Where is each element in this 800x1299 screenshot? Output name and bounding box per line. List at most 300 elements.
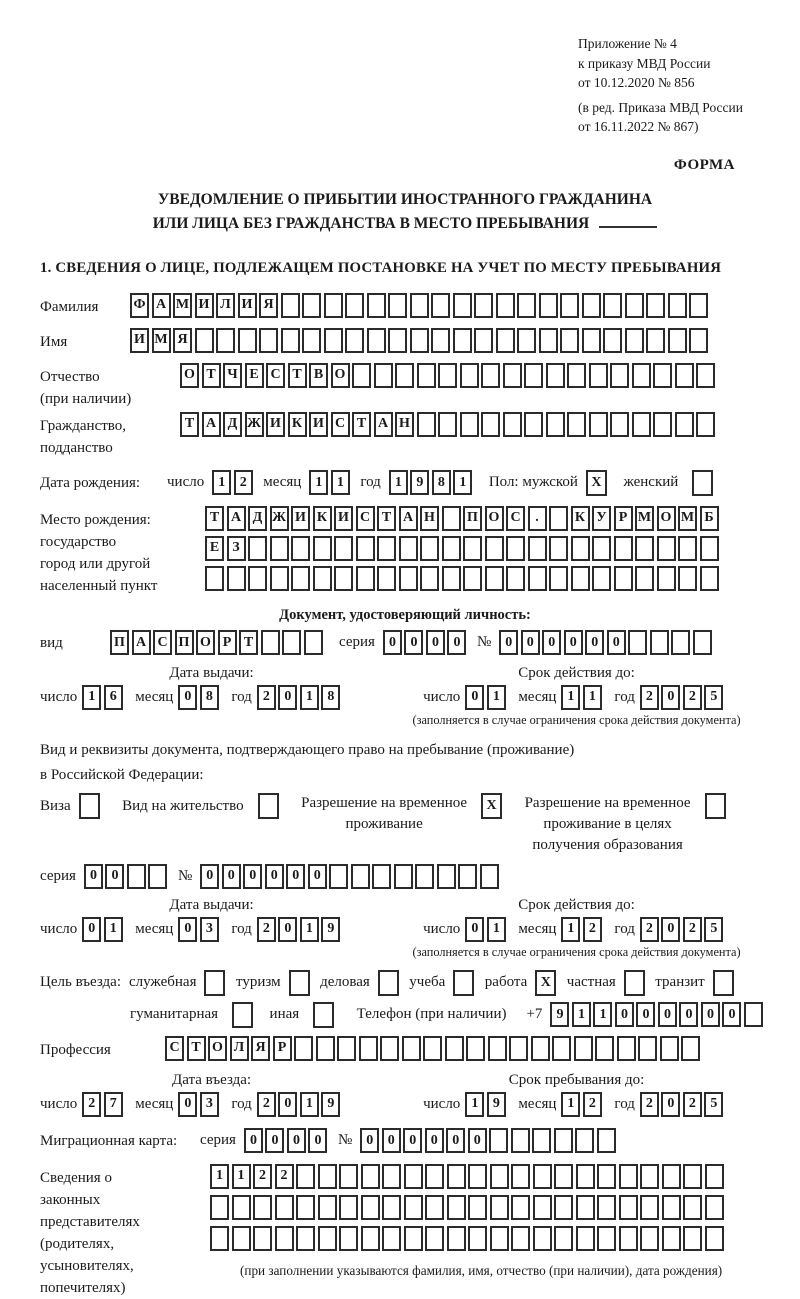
migration-number-boxes[interactable] <box>360 1128 618 1153</box>
char-box[interactable] <box>511 1164 530 1189</box>
char-box[interactable] <box>232 1195 251 1220</box>
char-box[interactable]: К <box>571 506 590 531</box>
char-box[interactable]: И <box>130 328 149 353</box>
char-box[interactable] <box>334 566 353 591</box>
char-box[interactable]: Р <box>273 1036 292 1061</box>
doc-number-boxes[interactable] <box>499 630 714 655</box>
char-box[interactable]: 9 <box>410 470 429 495</box>
char-box[interactable] <box>625 328 644 353</box>
char-box[interactable] <box>640 1195 659 1220</box>
surname-boxes[interactable] <box>130 293 711 318</box>
char-box[interactable]: М <box>678 506 697 531</box>
char-box[interactable] <box>351 864 370 889</box>
char-box[interactable] <box>511 1226 530 1251</box>
char-box[interactable] <box>458 864 477 889</box>
char-box[interactable]: С <box>266 363 285 388</box>
char-box[interactable]: О <box>485 506 504 531</box>
char-box[interactable] <box>453 970 474 996</box>
char-box[interactable] <box>431 328 450 353</box>
char-box[interactable]: 1 <box>389 470 408 495</box>
char-box[interactable]: А <box>202 412 221 437</box>
char-box[interactable]: 2 <box>683 917 702 942</box>
char-box[interactable] <box>447 1195 466 1220</box>
char-box[interactable]: 1 <box>583 685 602 710</box>
char-box[interactable] <box>238 328 257 353</box>
char-box[interactable]: 2 <box>583 1092 602 1117</box>
char-box[interactable] <box>576 1164 595 1189</box>
char-box[interactable] <box>681 1036 700 1061</box>
char-box[interactable] <box>496 293 515 318</box>
char-box[interactable]: У <box>592 506 611 531</box>
char-box[interactable] <box>275 1226 294 1251</box>
char-box[interactable]: 0 <box>521 630 540 655</box>
char-box[interactable]: П <box>175 630 194 655</box>
patronymic-boxes[interactable] <box>180 363 718 388</box>
char-box[interactable] <box>696 363 715 388</box>
citizenship-boxes[interactable] <box>180 412 718 437</box>
char-box[interactable] <box>216 328 235 353</box>
visa-checkbox[interactable] <box>79 793 103 819</box>
doc-series-boxes[interactable] <box>383 630 469 655</box>
char-box[interactable] <box>610 412 629 437</box>
char-box[interactable] <box>404 1226 423 1251</box>
char-box[interactable]: 0 <box>178 685 197 710</box>
char-box[interactable] <box>683 1195 702 1220</box>
char-box[interactable] <box>316 1036 335 1061</box>
char-box[interactable]: 0 <box>178 1092 197 1117</box>
char-box[interactable]: 0 <box>446 1128 465 1153</box>
char-box[interactable] <box>337 1036 356 1061</box>
char-box[interactable]: М <box>152 328 171 353</box>
char-box[interactable]: 8 <box>321 685 340 710</box>
char-box[interactable] <box>524 363 543 388</box>
char-box[interactable] <box>640 1164 659 1189</box>
birthplace-row1[interactable] <box>205 506 721 531</box>
char-box[interactable] <box>511 1128 530 1153</box>
char-box[interactable] <box>683 1226 702 1251</box>
char-box[interactable] <box>610 363 629 388</box>
representatives-row2[interactable] <box>210 1195 726 1220</box>
char-box[interactable]: 0 <box>265 1128 284 1153</box>
char-box[interactable] <box>356 536 375 561</box>
purpose-humanitarian-checkbox[interactable] <box>232 1002 256 1028</box>
char-box[interactable]: 0 <box>661 685 680 710</box>
char-box[interactable]: 8 <box>432 470 451 495</box>
char-box[interactable]: 5 <box>704 917 723 942</box>
char-box[interactable] <box>533 1226 552 1251</box>
char-box[interactable] <box>646 293 665 318</box>
char-box[interactable] <box>148 864 167 889</box>
char-box[interactable]: П <box>110 630 129 655</box>
char-box[interactable]: 3 <box>200 1092 219 1117</box>
char-box[interactable]: 2 <box>257 685 276 710</box>
char-box[interactable] <box>372 864 391 889</box>
char-box[interactable] <box>617 1036 636 1061</box>
char-box[interactable] <box>539 328 558 353</box>
purpose-transit-checkbox[interactable] <box>713 970 737 996</box>
char-box[interactable] <box>377 536 396 561</box>
residence-permit-checkbox[interactable] <box>258 793 282 819</box>
char-box[interactable] <box>614 536 633 561</box>
phone-boxes[interactable] <box>550 1002 765 1027</box>
char-box[interactable]: 0 <box>278 917 297 942</box>
char-box[interactable] <box>506 566 525 591</box>
char-box[interactable] <box>485 566 504 591</box>
char-box[interactable] <box>624 970 645 996</box>
char-box[interactable] <box>496 328 515 353</box>
res-valid-day-boxes[interactable] <box>465 917 508 942</box>
char-box[interactable]: К <box>288 412 307 437</box>
char-box[interactable] <box>474 328 493 353</box>
char-box[interactable] <box>511 1195 530 1220</box>
char-box[interactable] <box>445 1036 464 1061</box>
res-valid-year-boxes[interactable] <box>640 917 726 942</box>
char-box[interactable] <box>431 293 450 318</box>
char-box[interactable]: 1 <box>300 685 319 710</box>
res-valid-month-boxes[interactable] <box>561 917 604 942</box>
char-box[interactable] <box>420 566 439 591</box>
char-box[interactable] <box>382 1226 401 1251</box>
char-box[interactable]: О <box>196 630 215 655</box>
char-box[interactable]: 1 <box>210 1164 229 1189</box>
char-box[interactable] <box>554 1226 573 1251</box>
char-box[interactable]: 7 <box>104 1092 123 1117</box>
char-box[interactable]: 9 <box>550 1002 569 1027</box>
char-box[interactable] <box>619 1164 638 1189</box>
purpose-work-checkbox[interactable] <box>535 970 559 996</box>
purpose-other-checkbox[interactable] <box>313 1002 337 1028</box>
char-box[interactable]: К <box>313 506 332 531</box>
char-box[interactable] <box>638 1036 657 1061</box>
char-box[interactable]: Л <box>230 1036 249 1061</box>
char-box[interactable] <box>675 363 694 388</box>
char-box[interactable] <box>380 1036 399 1061</box>
char-box[interactable]: И <box>266 412 285 437</box>
char-box[interactable]: Т <box>205 506 224 531</box>
char-box[interactable]: 0 <box>661 1092 680 1117</box>
char-box[interactable] <box>425 1226 444 1251</box>
char-box[interactable] <box>597 1195 616 1220</box>
char-box[interactable]: 1 <box>465 1092 484 1117</box>
name-boxes[interactable] <box>130 328 711 353</box>
char-box[interactable] <box>248 536 267 561</box>
char-box[interactable]: 2 <box>257 1092 276 1117</box>
char-box[interactable]: 0 <box>465 685 484 710</box>
char-box[interactable]: Т <box>187 1036 206 1061</box>
char-box[interactable] <box>361 1195 380 1220</box>
char-box[interactable] <box>552 1036 571 1061</box>
char-box[interactable] <box>417 412 436 437</box>
char-box[interactable] <box>597 1128 616 1153</box>
char-box[interactable]: 0 <box>383 630 402 655</box>
char-box[interactable]: Я <box>173 328 192 353</box>
purpose-private-checkbox[interactable] <box>624 970 648 996</box>
char-box[interactable] <box>554 1164 573 1189</box>
char-box[interactable] <box>345 328 364 353</box>
purpose-business-checkbox[interactable] <box>378 970 402 996</box>
char-box[interactable]: В <box>309 363 328 388</box>
char-box[interactable] <box>571 566 590 591</box>
char-box[interactable]: С <box>506 506 525 531</box>
char-box[interactable] <box>468 1164 487 1189</box>
doc-valid-year-boxes[interactable] <box>640 685 726 710</box>
char-box[interactable]: Р <box>218 630 237 655</box>
char-box[interactable]: 0 <box>722 1002 741 1027</box>
char-box[interactable]: 2 <box>257 917 276 942</box>
char-box[interactable]: З <box>227 536 246 561</box>
char-box[interactable] <box>313 1002 334 1028</box>
char-box[interactable] <box>404 1164 423 1189</box>
char-box[interactable] <box>388 328 407 353</box>
stay-day-boxes[interactable] <box>465 1092 508 1117</box>
char-box[interactable] <box>603 328 622 353</box>
char-box[interactable] <box>345 293 364 318</box>
doc-issue-day-boxes[interactable] <box>82 685 125 710</box>
char-box[interactable] <box>481 412 500 437</box>
char-box[interactable] <box>539 293 558 318</box>
char-box[interactable] <box>528 566 547 591</box>
char-box[interactable] <box>410 328 429 353</box>
purpose-study-checkbox[interactable] <box>453 970 477 996</box>
res-series-boxes[interactable] <box>84 864 170 889</box>
char-box[interactable] <box>533 1195 552 1220</box>
doc-issue-month-boxes[interactable] <box>178 685 221 710</box>
char-box[interactable]: 0 <box>278 685 297 710</box>
char-box[interactable]: 0 <box>200 864 219 889</box>
char-box[interactable] <box>705 1164 724 1189</box>
char-box[interactable]: 0 <box>287 1128 306 1153</box>
char-box[interactable]: 0 <box>425 1128 444 1153</box>
char-box[interactable] <box>442 536 461 561</box>
char-box[interactable]: С <box>356 506 375 531</box>
char-box[interactable] <box>438 363 457 388</box>
char-box[interactable]: 0 <box>382 1128 401 1153</box>
char-box[interactable] <box>635 566 654 591</box>
char-box[interactable] <box>463 566 482 591</box>
char-box[interactable] <box>582 293 601 318</box>
char-box[interactable] <box>447 1226 466 1251</box>
char-box[interactable]: Я <box>259 293 278 318</box>
char-box[interactable] <box>597 1164 616 1189</box>
char-box[interactable]: 1 <box>82 685 101 710</box>
char-box[interactable]: 0 <box>278 1092 297 1117</box>
char-box[interactable]: 2 <box>234 470 253 495</box>
char-box[interactable] <box>460 412 479 437</box>
char-box[interactable] <box>700 566 719 591</box>
char-box[interactable]: 0 <box>679 1002 698 1027</box>
char-box[interactable]: 1 <box>487 917 506 942</box>
char-box[interactable] <box>503 412 522 437</box>
char-box[interactable] <box>127 864 146 889</box>
char-box[interactable]: Д <box>248 506 267 531</box>
char-box[interactable]: М <box>635 506 654 531</box>
char-box[interactable] <box>313 536 332 561</box>
char-box[interactable] <box>339 1195 358 1220</box>
char-box[interactable] <box>689 293 708 318</box>
doc-valid-month-boxes[interactable] <box>561 685 604 710</box>
char-box[interactable] <box>549 536 568 561</box>
char-box[interactable]: М <box>173 293 192 318</box>
char-box[interactable]: 0 <box>426 630 445 655</box>
char-box[interactable]: Т <box>288 363 307 388</box>
representatives-row1[interactable] <box>210 1164 726 1189</box>
char-box[interactable] <box>270 536 289 561</box>
char-box[interactable] <box>324 293 343 318</box>
char-box[interactable]: 1 <box>104 917 123 942</box>
char-box[interactable] <box>646 328 665 353</box>
char-box[interactable] <box>258 793 279 819</box>
res-issue-day-boxes[interactable] <box>82 917 125 942</box>
char-box[interactable]: 1 <box>453 470 472 495</box>
char-box[interactable] <box>334 536 353 561</box>
char-box[interactable] <box>324 328 343 353</box>
char-box[interactable]: Л <box>216 293 235 318</box>
char-box[interactable] <box>554 1128 573 1153</box>
birth-month-boxes[interactable] <box>309 470 352 495</box>
char-box[interactable]: 1 <box>561 685 580 710</box>
char-box[interactable] <box>195 328 214 353</box>
char-box[interactable]: Т <box>239 630 258 655</box>
char-box[interactable]: X <box>535 970 556 996</box>
char-box[interactable]: 1 <box>232 1164 251 1189</box>
char-box[interactable] <box>359 1036 378 1061</box>
char-box[interactable]: 2 <box>275 1164 294 1189</box>
char-box[interactable] <box>281 293 300 318</box>
char-box[interactable]: 0 <box>243 864 262 889</box>
char-box[interactable] <box>560 328 579 353</box>
char-box[interactable]: X <box>481 793 502 819</box>
char-box[interactable] <box>339 1226 358 1251</box>
char-box[interactable] <box>692 470 713 496</box>
char-box[interactable] <box>474 293 493 318</box>
char-box[interactable] <box>589 363 608 388</box>
char-box[interactable]: 2 <box>683 685 702 710</box>
char-box[interactable] <box>693 630 712 655</box>
char-box[interactable]: 9 <box>321 1092 340 1117</box>
char-box[interactable] <box>291 566 310 591</box>
char-box[interactable] <box>705 1195 724 1220</box>
char-box[interactable] <box>705 793 726 819</box>
char-box[interactable] <box>619 1195 638 1220</box>
stay-month-boxes[interactable] <box>561 1092 604 1117</box>
char-box[interactable]: А <box>399 506 418 531</box>
char-box[interactable]: 0 <box>360 1128 379 1153</box>
char-box[interactable]: А <box>152 293 171 318</box>
char-box[interactable] <box>683 1164 702 1189</box>
char-box[interactable] <box>689 328 708 353</box>
char-box[interactable]: 0 <box>615 1002 634 1027</box>
doc-type-boxes[interactable] <box>110 630 325 655</box>
char-box[interactable] <box>367 293 386 318</box>
char-box[interactable] <box>410 293 429 318</box>
char-box[interactable]: 0 <box>404 630 423 655</box>
doc-valid-day-boxes[interactable] <box>465 685 508 710</box>
char-box[interactable] <box>232 1002 253 1028</box>
char-box[interactable]: Т <box>202 363 221 388</box>
char-box[interactable] <box>675 412 694 437</box>
char-box[interactable]: И <box>309 412 328 437</box>
char-box[interactable] <box>356 566 375 591</box>
char-box[interactable]: О <box>208 1036 227 1061</box>
char-box[interactable] <box>488 1036 507 1061</box>
char-box[interactable]: 9 <box>321 917 340 942</box>
char-box[interactable] <box>253 1226 272 1251</box>
char-box[interactable] <box>571 536 590 561</box>
char-box[interactable] <box>546 363 565 388</box>
char-box[interactable]: 0 <box>542 630 561 655</box>
char-box[interactable] <box>442 566 461 591</box>
char-box[interactable] <box>490 1226 509 1251</box>
char-box[interactable] <box>205 566 224 591</box>
char-box[interactable] <box>628 630 647 655</box>
char-box[interactable] <box>291 536 310 561</box>
char-box[interactable]: Н <box>395 412 414 437</box>
char-box[interactable] <box>468 1195 487 1220</box>
char-box[interactable] <box>546 412 565 437</box>
char-box[interactable] <box>524 412 543 437</box>
char-box[interactable]: А <box>374 412 393 437</box>
char-box[interactable] <box>660 1036 679 1061</box>
char-box[interactable]: 3 <box>200 917 219 942</box>
char-box[interactable]: 1 <box>487 685 506 710</box>
char-box[interactable]: П <box>463 506 482 531</box>
char-box[interactable] <box>361 1226 380 1251</box>
char-box[interactable]: И <box>334 506 353 531</box>
char-box[interactable]: . <box>528 506 547 531</box>
char-box[interactable]: 0 <box>465 917 484 942</box>
char-box[interactable] <box>619 1226 638 1251</box>
res-number-boxes[interactable] <box>200 864 501 889</box>
char-box[interactable]: 2 <box>640 917 659 942</box>
doc-issue-year-boxes[interactable] <box>257 685 343 710</box>
char-box[interactable] <box>490 1195 509 1220</box>
char-box[interactable] <box>404 1195 423 1220</box>
char-box[interactable] <box>394 864 413 889</box>
profession-boxes[interactable] <box>165 1036 703 1061</box>
temp-residence-edu-checkbox[interactable] <box>705 793 729 819</box>
char-box[interactable] <box>489 1128 508 1153</box>
char-box[interactable] <box>367 328 386 353</box>
char-box[interactable] <box>227 566 246 591</box>
birthplace-row3[interactable] <box>205 566 721 591</box>
char-box[interactable] <box>574 1036 593 1061</box>
char-box[interactable] <box>481 363 500 388</box>
char-box[interactable] <box>466 1036 485 1061</box>
char-box[interactable] <box>420 536 439 561</box>
char-box[interactable]: 8 <box>200 685 219 710</box>
char-box[interactable] <box>318 1195 337 1220</box>
char-box[interactable] <box>313 566 332 591</box>
char-box[interactable]: 0 <box>447 630 466 655</box>
char-box[interactable]: 0 <box>84 864 103 889</box>
char-box[interactable]: Ч <box>223 363 242 388</box>
birth-year-boxes[interactable] <box>389 470 475 495</box>
char-box[interactable] <box>79 793 100 819</box>
char-box[interactable] <box>378 970 399 996</box>
char-box[interactable]: 0 <box>499 630 518 655</box>
char-box[interactable] <box>296 1195 315 1220</box>
char-box[interactable] <box>210 1226 229 1251</box>
char-box[interactable]: 0 <box>105 864 124 889</box>
char-box[interactable] <box>210 1195 229 1220</box>
char-box[interactable]: О <box>180 363 199 388</box>
res-issue-month-boxes[interactable] <box>178 917 221 942</box>
char-box[interactable] <box>374 363 393 388</box>
char-box[interactable]: 0 <box>701 1002 720 1027</box>
char-box[interactable]: 1 <box>593 1002 612 1027</box>
char-box[interactable] <box>453 328 472 353</box>
char-box[interactable] <box>329 864 348 889</box>
